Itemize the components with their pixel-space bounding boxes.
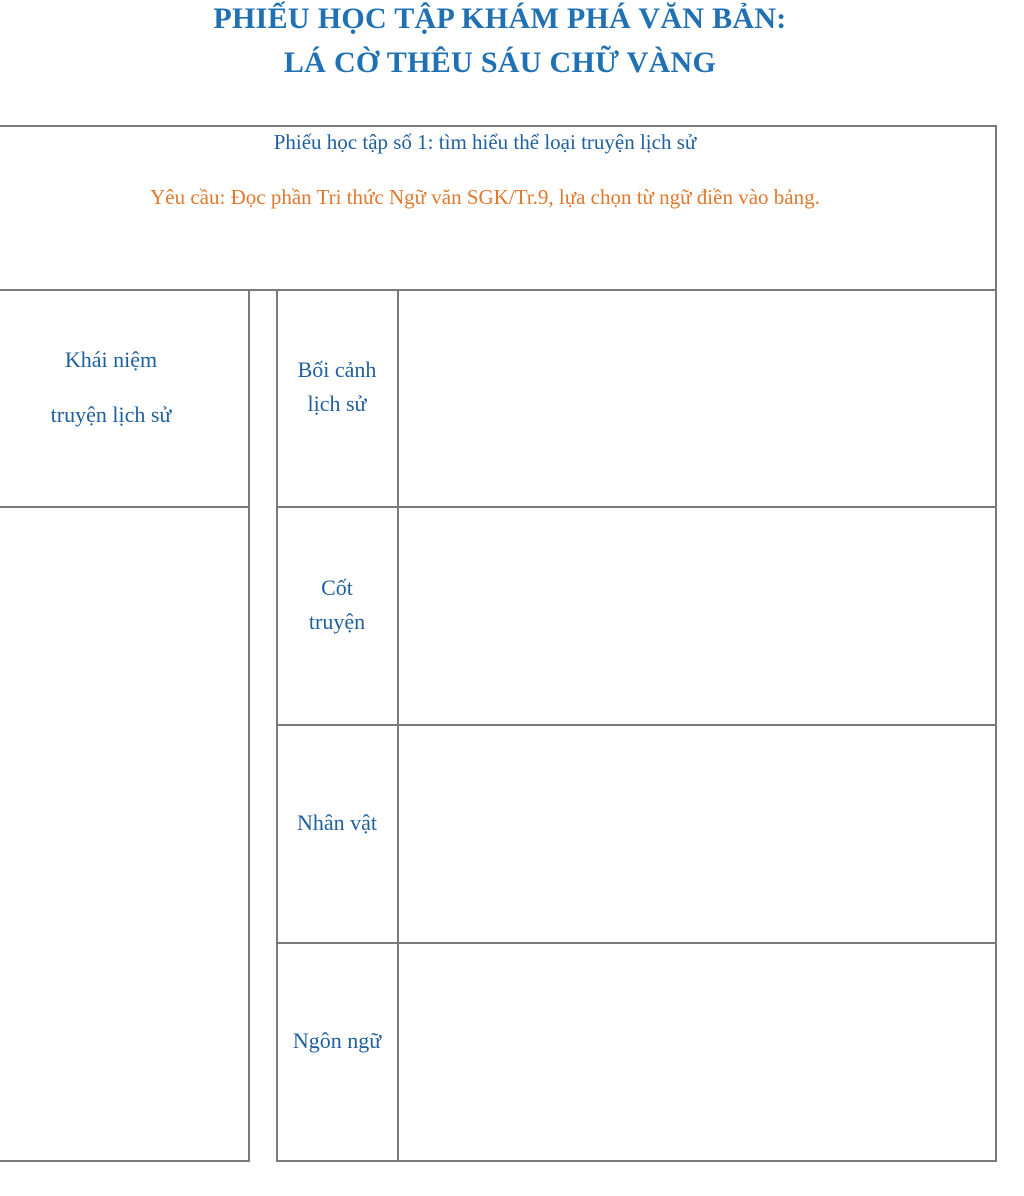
- answer-cell-plot[interactable]: [399, 508, 995, 724]
- worksheet-requirement: Yêu cầu: Đọc phần Tri thức Ngữ văn SGK/Tr.9, lựa chọn từ ngữ điền vào bảng.: [150, 185, 820, 209]
- concept-label-line2: truyện lịch sử: [50, 402, 172, 427]
- concept-column-border: [248, 289, 250, 1162]
- row-label-characters: Nhân vật: [296, 810, 378, 835]
- concept-label-line1: Khái niệm: [64, 347, 158, 372]
- row-label-language: Ngôn ngữ: [292, 1028, 382, 1053]
- table-border-right: [995, 125, 997, 1162]
- concept-divider: [0, 506, 250, 508]
- answer-cell-language[interactable]: [399, 944, 995, 1160]
- page-title-line1: PHIẾU HỌC TẬP KHÁM PHÁ VĂN BẢN:: [213, 2, 787, 35]
- grid-bottom: [276, 1160, 997, 1162]
- row-label-plot-line1: Cốt: [321, 575, 353, 600]
- row-label-historical-context-line1: Bối cảnh: [297, 357, 377, 382]
- page-title-line2: LÁ CỜ THÊU SÁU CHỮ VÀNG: [283, 46, 717, 79]
- answer-cell-historical-context[interactable]: [399, 291, 995, 506]
- answer-cell-characters[interactable]: [399, 726, 995, 942]
- concept-bottom: [0, 1160, 250, 1162]
- row-label-historical-context-line2: lịch sử: [307, 391, 367, 416]
- row-label-plot-line2: truyện: [308, 609, 366, 634]
- worksheet-subtitle: Phiếu học tập số 1: tìm hiểu thể loại truyện lịch sử: [273, 130, 697, 154]
